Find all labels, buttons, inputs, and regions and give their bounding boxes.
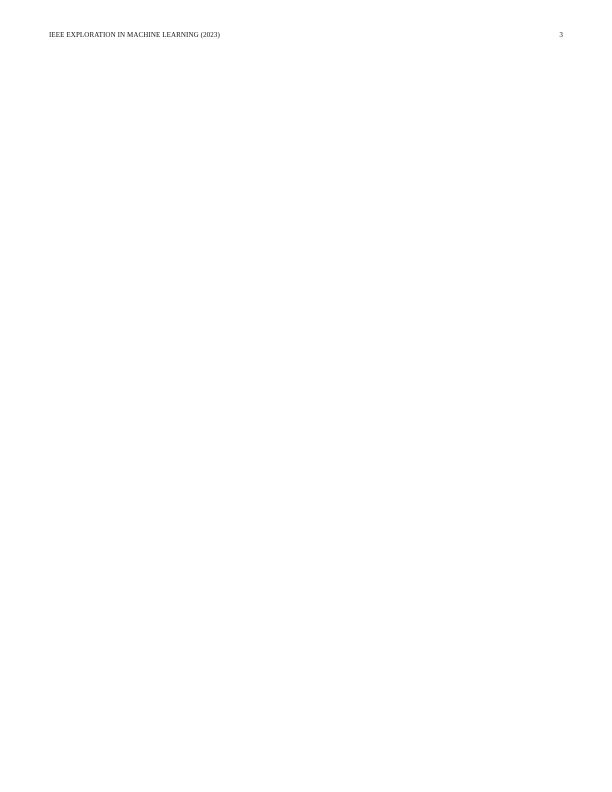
running-header — [49, 31, 563, 41]
page-number: 3 — [559, 31, 563, 39]
right-column — [311, 54, 563, 766]
journal-title: IEEE EXPLORATION IN MACHINE LEARNING (2023) — [49, 31, 220, 39]
left-column — [49, 54, 301, 766]
